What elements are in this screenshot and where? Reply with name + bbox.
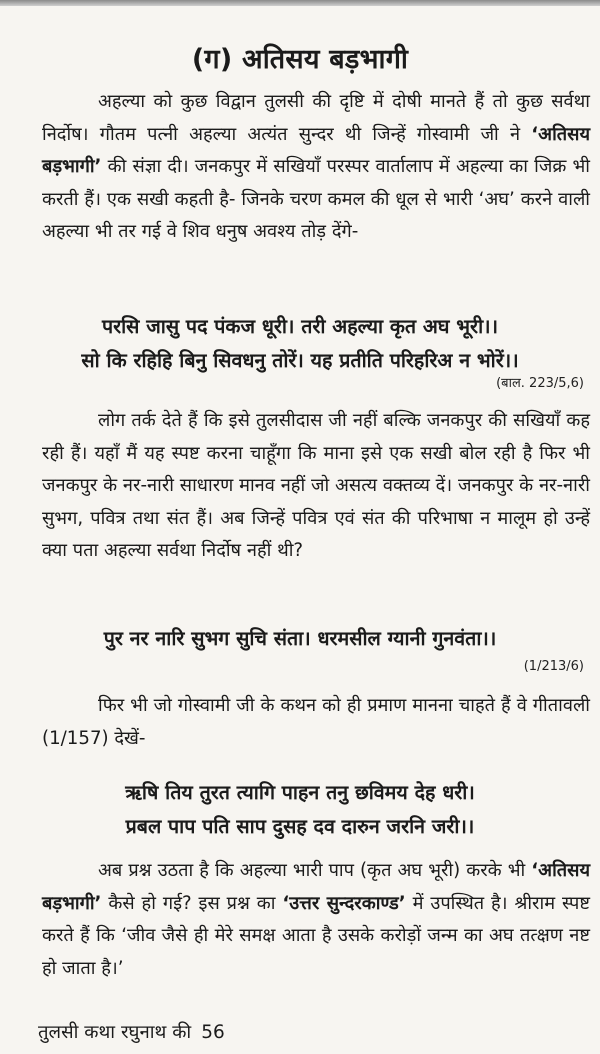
paragraph-4-bold-phrase-2: ‘उत्तर सुन्दरकाण्ड’ [282,892,406,914]
paragraph-1-text-b: की संज्ञा दी। जनकपुर में सखियाँ परस्पर वार्तालाप में अहल्या का जिक्र भी करती हैं। एक सखी कहती है- जिनके चरण कमल की धूल से भारी ‘अघ’ करने वाली अहल्या भी तर गई वे शिव धनुष अवश्य तोड़ देंगे- [42,156,590,242]
paragraph-1 [42,86,590,249]
verse-block-3 [0,776,600,844]
paragraph-3: फिर भी जो गोस्वामी जी के कथन को ही प्रमाण मानना चाहते हैं वे गीतावली (1/157) देखें- [42,695,590,749]
section-heading: (ग) अतिसय बड़भागी [191,44,409,75]
verse-block-1 [0,310,600,378]
page-footer [38,1020,225,1046]
verse-2-reference: (1/213/6) [523,659,584,674]
verse-block-2 [0,622,600,656]
verse-3-line-1: ऋषि तिय तुरत त्यागि पाहन तनु छविमय देह धरी। [125,781,475,804]
verse-1-line-1: परसि जासु पद पंकज धूरी। तरी अहल्या कृत अघ भूरी।। [101,315,499,338]
paragraph-4 [42,855,590,985]
verse-2-line-1: पुर नर नारि सुभग सुचि संता। धरमसील ग्यानी गुनवंता।। [103,627,497,650]
paragraph-4-text-c: में उपस्थित है। श्रीराम स्पष्ट करते हैं कि ‘जीव जैसे ही मेरे समक्ष आता है उसके करोड़ों जन्म का अघ तत्क्षण नष्ट हो जाता है।’ [42,892,590,979]
paragraph-2: लोग तर्क देते हैं कि इसे तुलसीदास जी नहीं बल्कि जनकपुर की सखियाँ कह रही हैं। यहाँ मैं यह स्पष्ट करना चाहूँगा कि माना इसे एक सखी बोल रही है फिर भी जनकपुर के नर-नारी साधारण मानव नहीं जो असत्य वक्तव्य दें। जनकपुर के नर-नारी सुभग, पवित्र तथा संत हैं। अब जिन्हें पवित्र एवं संत की परिभाषा न मालूम हो उन्हें क्या पता अहल्या सर्वथा निर्दोष नहीं थी? [42,410,590,561]
paragraph-1-bold-phrase: ‘अतिसय बड़भागी’ [42,123,590,177]
paragraph-4-text-a: अब प्रश्न उठता है कि अहल्या भारी पाप (कृत अघ भूरी) करके भी [98,860,532,881]
verse-3-line-2: प्रबल पाप पति साप दुसह दव दारुन जरनि जरी।। [125,815,475,838]
page-number: 56 [201,1022,225,1043]
verse-1-reference: (बाल. 223/5,6) [496,376,584,391]
paragraph-4-text-b: कैसे हो गई? इस प्रश्न का [101,892,283,914]
paragraph-1-text-a: अहल्या को कुछ विद्वान तुलसी की दृष्टि में दोषी मानते हैं तो कुछ सर्वथा निर्दोष। गौतम पत्नी अहल्या अत्यंत सुन्दर थी जिन्हें गोस्वामी जी ने [42,91,590,145]
paragraph-4-bold-phrase-1: ‘अतिसय बड़भागी’ [42,860,590,914]
verse-1-line-2: सो कि रहिहि बिनु सिवधनु तोरें। यह प्रतीति परिहरिअ न भोरें।। [81,349,519,372]
footer-book-title: तुलसी कथा रघुनाथ की [38,1022,192,1043]
